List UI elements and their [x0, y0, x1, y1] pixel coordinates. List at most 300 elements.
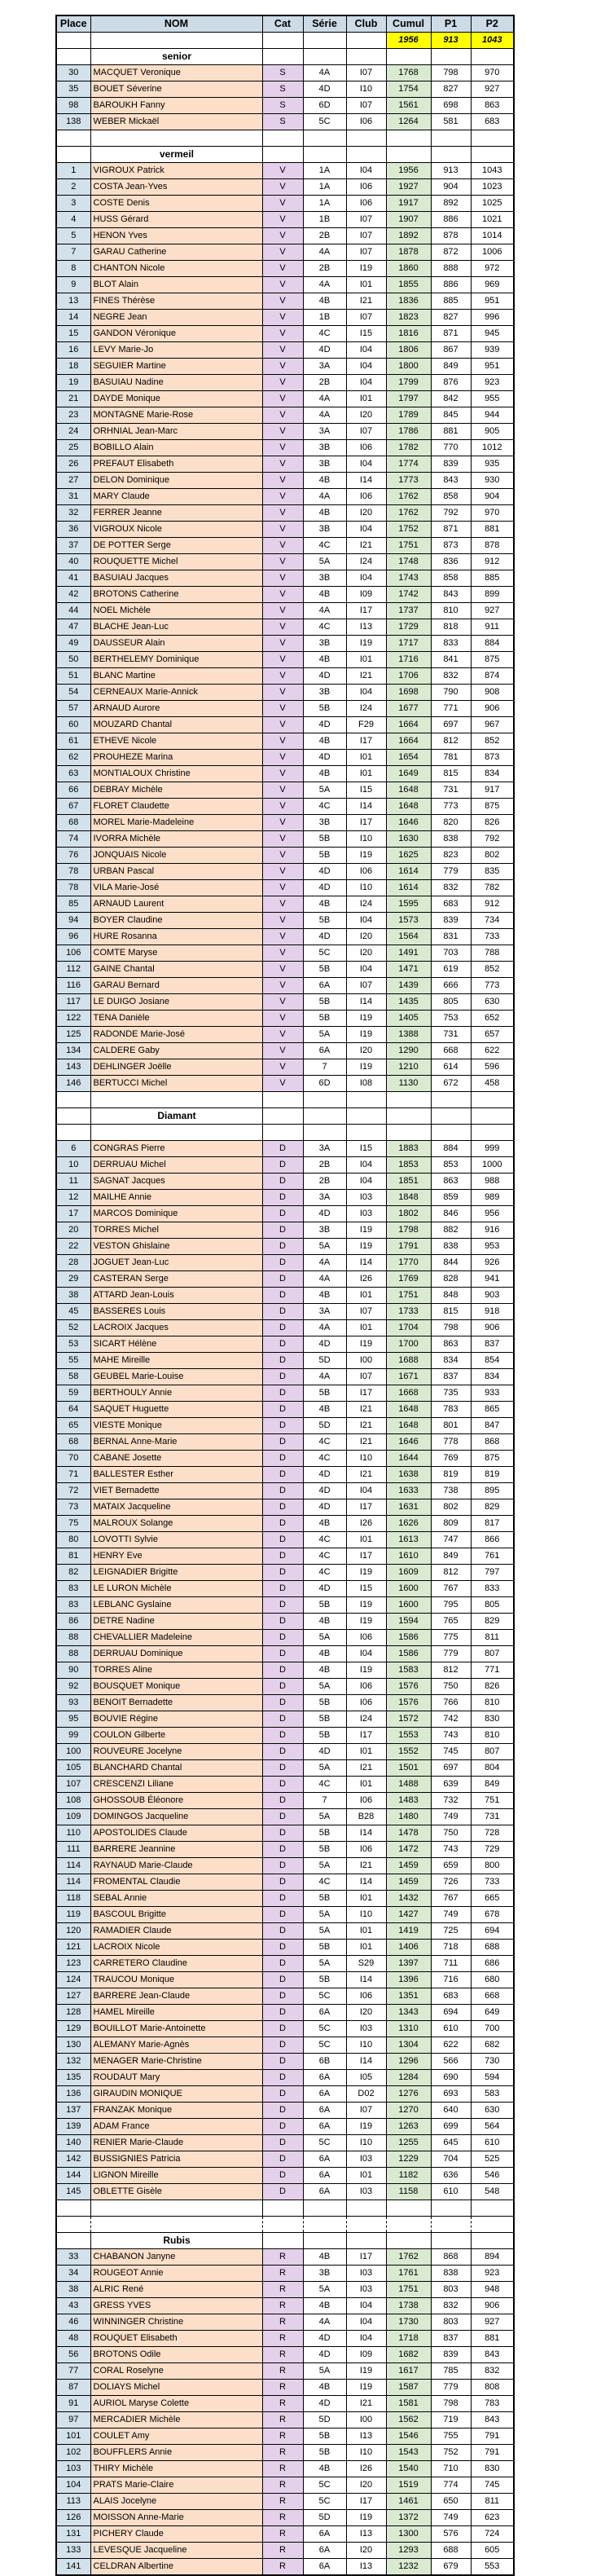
cell-cat: V [262, 163, 303, 179]
cell-cumul: 1276 [386, 2086, 431, 2103]
cell-place: 75 [56, 1516, 90, 1532]
table-row [56, 522, 514, 538]
cell-club: I20 [346, 1043, 386, 1059]
cell-serie: 2B [303, 228, 346, 244]
cell-nom: OBLETTE Gisèle [90, 2184, 262, 2200]
ranking-sheet [55, 15, 515, 2576]
cell-p1 [431, 1108, 471, 1125]
cell-club: I07 [346, 1369, 386, 1385]
cell-p2: 904 [471, 489, 514, 505]
cell-nom: RENIER Marie-Claude [90, 2135, 262, 2151]
table-row [56, 1141, 514, 1157]
cell-place: 22 [56, 1239, 90, 1255]
cell-club: I06 [346, 1842, 386, 1858]
table-row [56, 407, 514, 424]
cell-nom: DE POTTER Serge [90, 538, 262, 554]
cell-p1: 725 [431, 1923, 471, 1940]
cell-nom: GARAU Catherine [90, 244, 262, 261]
table-row [56, 880, 514, 896]
cell-club: I17 [346, 1728, 386, 1744]
cell-place: 88 [56, 1630, 90, 1646]
cell-p1: 711 [431, 1956, 471, 1972]
cell-nom: BERTHOULY Annie [90, 1385, 262, 1402]
cell-serie: 4A [303, 603, 346, 619]
cell-place: 73 [56, 1499, 90, 1516]
cell-club: I14 [346, 994, 386, 1011]
table-row [56, 1418, 514, 1434]
cell-p1: 666 [431, 978, 471, 994]
cell-place: 111 [56, 1842, 90, 1858]
cell-serie: 5C [303, 1988, 346, 2005]
cell-cat: D [262, 1239, 303, 1255]
cell-place [56, 2233, 90, 2249]
cell-nom: BAROUKH Fanny [90, 98, 262, 114]
cell-cumul: 1372 [386, 2510, 431, 2526]
cell-p2: 657 [471, 1027, 514, 1043]
cell-cat [262, 2217, 303, 2233]
cell-place: 61 [56, 733, 90, 750]
cell-cumul: 1802 [386, 1206, 431, 1222]
cell-cumul: 1626 [386, 1516, 431, 1532]
cell-serie: 7 [303, 1059, 346, 1076]
cell-club: I00 [346, 2412, 386, 2428]
table-row [56, 2314, 514, 2331]
cell-p2: 797 [471, 1565, 514, 1581]
cell-serie: 5D [303, 1418, 346, 1434]
cell-nom: DOLIAYS Michel [90, 2380, 262, 2396]
cell-cumul: 1648 [386, 782, 431, 799]
cell-cat: D [262, 1760, 303, 1777]
cell-club: I00 [346, 1353, 386, 1369]
cell-p1: 745 [431, 1744, 471, 1760]
cell-cat: R [262, 2543, 303, 2559]
cell-serie: 4A [303, 65, 346, 81]
cell-p2: 833 [471, 1581, 514, 1597]
cell-place: 29 [56, 1271, 90, 1288]
table-row [56, 1597, 514, 1614]
cell-p1: 697 [431, 717, 471, 733]
cell-club: I03 [346, 1190, 386, 1206]
cell-club: I21 [346, 538, 386, 554]
cell-cumul: 1836 [386, 293, 431, 310]
cell-p2: 945 [471, 326, 514, 342]
table-row [56, 2380, 514, 2396]
cell-serie: 5B [303, 1385, 346, 1402]
cell-club: I20 [346, 2543, 386, 2559]
cell-p2: 734 [471, 913, 514, 929]
cell-nom: LACROIX Nicole [90, 1940, 262, 1956]
cell-p1: 863 [431, 1336, 471, 1353]
cell-serie: 6A [303, 2526, 346, 2543]
cell-nom: DOMINGOS Jacqueline [90, 1809, 262, 1825]
cell-cat: V [262, 896, 303, 913]
cell-place: 85 [56, 896, 90, 913]
cell-p2: 623 [471, 2510, 514, 2526]
cell-cumul: 1907 [386, 212, 431, 228]
cell-nom: TRAUCOU Monique [90, 1972, 262, 1988]
cell-serie: 5B [303, 1011, 346, 1027]
cell-serie: 4B [303, 2461, 346, 2477]
cell-p1: 837 [431, 2331, 471, 2347]
cell-club: I06 [346, 1679, 386, 1695]
cell-serie: 4B [303, 1646, 346, 1662]
cell-cumul [386, 2233, 431, 2249]
cell-cat: R [262, 2428, 303, 2445]
table-row [56, 799, 514, 815]
cell-p2: 847 [471, 1418, 514, 1434]
cell-serie: 5C [303, 2037, 346, 2054]
cell-p2: 1023 [471, 179, 514, 196]
cell-p2: 622 [471, 1043, 514, 1059]
cell-p1: 839 [431, 456, 471, 473]
cell-p1: 863 [431, 1174, 471, 1190]
cell-serie: 5B [303, 1711, 346, 1728]
cell-p2: 837 [471, 1336, 514, 1353]
page-break-row [56, 2217, 514, 2233]
cell-cumul: 1263 [386, 2119, 431, 2135]
table-row [56, 1222, 514, 1239]
column-header-serie: Série [303, 15, 346, 33]
results-table [55, 15, 515, 2576]
cell-cumul [386, 2200, 431, 2217]
cell-cat: D [262, 1548, 303, 1565]
blank-row [56, 2200, 514, 2217]
cell-serie: 6A [303, 2168, 346, 2184]
cell-place [56, 130, 90, 147]
cell-cat: D [262, 1271, 303, 1288]
cell-p2 [471, 147, 514, 163]
cell-cumul [386, 49, 431, 65]
cell-club: I01 [346, 1744, 386, 1760]
cell-p1: 827 [431, 310, 471, 326]
cell-p1: 731 [431, 1027, 471, 1043]
cell-cumul: 1748 [386, 554, 431, 570]
table-row [56, 1434, 514, 1451]
cell-serie: 4B [303, 2249, 346, 2266]
table-row [56, 2363, 514, 2380]
cell-serie: 5B [303, 1695, 346, 1711]
cell-p1: 833 [431, 636, 471, 652]
cell-place: 68 [56, 1434, 90, 1451]
cell-p1: 747 [431, 1532, 471, 1548]
cell-p2: 792 [471, 831, 514, 848]
cell-cumul: 1459 [386, 1858, 431, 1874]
cell-p2: 903 [471, 1288, 514, 1304]
cell-serie: 4D [303, 1467, 346, 1483]
cell-cumul: 1646 [386, 815, 431, 831]
cell-p1: 795 [431, 1597, 471, 1614]
cell-nom: COULET Amy [90, 2428, 262, 2445]
cell-p1: 693 [431, 2086, 471, 2103]
cell-cat: R [262, 2314, 303, 2331]
cell-place: 104 [56, 2477, 90, 2494]
cell-serie: 5B [303, 1825, 346, 1842]
cell-nom: NOEL Michèle [90, 603, 262, 619]
cell-club: I01 [346, 1891, 386, 1907]
table-row [56, 179, 514, 196]
cell-p1: 839 [431, 2347, 471, 2363]
cell-place: 83 [56, 1597, 90, 1614]
cell-cumul: 1668 [386, 1385, 431, 1402]
cell-p1: 885 [431, 293, 471, 310]
top-value-cumul: 1956 [386, 33, 431, 49]
cell-p2: 895 [471, 1483, 514, 1499]
column-header-cumul: Cumul [386, 15, 431, 33]
cell-nom: CONGRAS Pierre [90, 1141, 262, 1157]
cell-p1: 832 [431, 880, 471, 896]
cell-place: 28 [56, 1255, 90, 1271]
cell-cat: R [262, 2559, 303, 2576]
cell-cat: V [262, 538, 303, 554]
cell-p1: 703 [431, 945, 471, 962]
cell-cat: D [262, 1581, 303, 1597]
cell-p1: 805 [431, 994, 471, 1011]
cell-nom: MOUZARD Chantal [90, 717, 262, 733]
cell-p2 [471, 1125, 514, 1141]
cell-p1 [431, 130, 471, 147]
cell-p2: 873 [471, 750, 514, 766]
cell-serie: 4D [303, 717, 346, 733]
cell-club: I21 [346, 1467, 386, 1483]
cell-cat: R [262, 2266, 303, 2282]
cell-cat: D [262, 1516, 303, 1532]
cell-cumul: 1698 [386, 685, 431, 701]
cell-cumul: 1594 [386, 1614, 431, 1630]
table-row [56, 1614, 514, 1630]
cell-club: I19 [346, 1011, 386, 1027]
cell-serie: 6A [303, 2103, 346, 2119]
cell-cumul: 1742 [386, 587, 431, 603]
cell-p1: 610 [431, 2184, 471, 2200]
cell-nom: MENAGER Marie-Christine [90, 2054, 262, 2070]
cell-serie: 4B [303, 896, 346, 913]
cell-club: I01 [346, 652, 386, 668]
section-label-row [56, 147, 514, 163]
cell-place: 66 [56, 782, 90, 799]
cell-p2: 761 [471, 1548, 514, 1565]
cell-p1 [431, 1092, 471, 1108]
cell-p1: 845 [431, 407, 471, 424]
cell-club: I20 [346, 505, 386, 522]
cell-club: I17 [346, 815, 386, 831]
cell-place: 55 [56, 1353, 90, 1369]
cell-place: 15 [56, 326, 90, 342]
cell-club: I21 [346, 1858, 386, 1874]
table-row [56, 2135, 514, 2151]
cell-cumul: 1546 [386, 2428, 431, 2445]
cell-p1: 645 [431, 2135, 471, 2151]
cell-p2: 1043 [471, 163, 514, 179]
cell-p2: 1000 [471, 1157, 514, 1174]
cell-club: I03 [346, 1206, 386, 1222]
cell-club [346, 130, 386, 147]
cell-serie: 5A [303, 1027, 346, 1043]
cell-p2: 878 [471, 538, 514, 554]
cell-cumul: 1789 [386, 407, 431, 424]
table-row [56, 342, 514, 359]
cell-nom: SICART Hélène [90, 1336, 262, 1353]
cell-club: I13 [346, 2526, 386, 2543]
cell-p2: 783 [471, 2396, 514, 2412]
cell-club: I04 [346, 1646, 386, 1662]
table-row [56, 489, 514, 505]
cell-club: I04 [346, 1174, 386, 1190]
table-row [56, 1499, 514, 1516]
cell-p2: 843 [471, 2347, 514, 2363]
cell-cat: V [262, 505, 303, 522]
cell-place: 64 [56, 1402, 90, 1418]
cell-p1: 766 [431, 1695, 471, 1711]
cell-place: 76 [56, 848, 90, 864]
cell-place: 119 [56, 1907, 90, 1923]
cell-serie: 4D [303, 1483, 346, 1499]
cell-cat: D [262, 1777, 303, 1793]
cell-place: 23 [56, 407, 90, 424]
table-row [56, 1288, 514, 1304]
cell-cat: V [262, 212, 303, 228]
cell-cumul: 1648 [386, 1418, 431, 1434]
cell-nom: WINNINGER Christine [90, 2314, 262, 2331]
cell-p2: 875 [471, 799, 514, 815]
cell-cumul: 1461 [386, 2494, 431, 2510]
table-row [56, 1858, 514, 1874]
cell-club: I24 [346, 896, 386, 913]
cell-cat: V [262, 831, 303, 848]
cell-nom: HENRY Eve [90, 1548, 262, 1565]
table-row [56, 603, 514, 619]
cell-club: I07 [346, 1304, 386, 1320]
cell-club: I08 [346, 1076, 386, 1092]
cell-nom: DERRUAU Dominique [90, 1646, 262, 1662]
cell-p2: 834 [471, 1369, 514, 1385]
cell-cumul: 1704 [386, 1320, 431, 1336]
cell-place: 57 [56, 701, 90, 717]
cell-club: I10 [346, 2037, 386, 2054]
cell-serie [303, 33, 346, 49]
cell-nom: MAILHE Annie [90, 1190, 262, 1206]
cell-club: I24 [346, 701, 386, 717]
cell-p1: 668 [431, 1043, 471, 1059]
table-row [56, 1174, 514, 1190]
cell-cat: D [262, 1418, 303, 1434]
cell-p2: 972 [471, 261, 514, 277]
cell-cat [262, 2233, 303, 2249]
cell-place: 142 [56, 2151, 90, 2168]
cell-serie: 5D [303, 1353, 346, 1369]
cell-serie: 4C [303, 799, 346, 815]
cell-cumul: 1229 [386, 2151, 431, 2168]
cell-serie: 5A [303, 1923, 346, 1940]
cell-nom: BERTUCCI Michel [90, 1076, 262, 1092]
cell-cumul: 1614 [386, 880, 431, 896]
cell-nom: BROTONS Odile [90, 2347, 262, 2363]
cell-nom [90, 2217, 262, 2233]
cell-serie: 5A [303, 1760, 346, 1777]
cell-nom: CHEVALLIER Madeleine [90, 1630, 262, 1646]
cell-p1: 803 [431, 2314, 471, 2331]
table-row [56, 1271, 514, 1288]
cell-cat: D [262, 1711, 303, 1728]
cell-nom: ROUGEOT Annie [90, 2266, 262, 2282]
cell-cumul: 1730 [386, 2314, 431, 2331]
cell-cumul: 1519 [386, 2477, 431, 2494]
section-label-row [56, 2233, 514, 2249]
cell-cat: V [262, 554, 303, 570]
cell-cumul: 1388 [386, 1027, 431, 1043]
cell-club: B28 [346, 1809, 386, 1825]
cell-cat: D [262, 2037, 303, 2054]
cell-place: 18 [56, 359, 90, 375]
cell-p1: 779 [431, 1646, 471, 1662]
table-row [56, 782, 514, 799]
cell-cat: V [262, 587, 303, 603]
cell-serie: 4B [303, 1402, 346, 1418]
cell-place: 138 [56, 114, 90, 130]
cell-nom [90, 2200, 262, 2217]
cell-club: I03 [346, 2184, 386, 2200]
cell-cumul: 1733 [386, 1304, 431, 1320]
cell-club: I14 [346, 1874, 386, 1891]
cell-nom: ARNAUD Laurent [90, 896, 262, 913]
table-row [56, 733, 514, 750]
cell-club: I24 [346, 554, 386, 570]
table-row [56, 1565, 514, 1581]
cell-cat: V [262, 652, 303, 668]
cell-p1: 843 [431, 587, 471, 603]
cell-nom: LE DUIGO Josiane [90, 994, 262, 1011]
table-row [56, 1874, 514, 1891]
cell-cat: R [262, 2363, 303, 2380]
cell-serie: 5B [303, 1940, 346, 1956]
cell-p2: 951 [471, 359, 514, 375]
cell-serie: 4D [303, 1744, 346, 1760]
cell-cat: V [262, 342, 303, 359]
cell-p1: 872 [431, 244, 471, 261]
cell-cumul: 1646 [386, 1434, 431, 1451]
cell-cumul: 1488 [386, 1777, 431, 1793]
cell-cumul: 1232 [386, 2559, 431, 2576]
cell-cumul: 1800 [386, 359, 431, 375]
cell-p1: 834 [431, 1353, 471, 1369]
table-row [56, 2445, 514, 2461]
cell-p2: 996 [471, 310, 514, 326]
cell-p1: 843 [431, 473, 471, 489]
cell-serie: 4A [303, 1320, 346, 1336]
cell-cat: D [262, 1141, 303, 1157]
cell-p1: 753 [431, 1011, 471, 1027]
cell-p2: 771 [471, 1662, 514, 1679]
cell-place: 3 [56, 196, 90, 212]
cell-place: 146 [56, 1076, 90, 1092]
cell-cat: D [262, 1662, 303, 1679]
cell-cumul: 1472 [386, 1842, 431, 1858]
cell-p1: 726 [431, 1874, 471, 1891]
table-row [56, 2266, 514, 2282]
cell-cumul: 1630 [386, 831, 431, 848]
cell-place: 83 [56, 1581, 90, 1597]
table-row [56, 359, 514, 375]
table-row [56, 2119, 514, 2135]
cell-cat [262, 1108, 303, 1125]
cell-place: 62 [56, 750, 90, 766]
cell-cat: V [262, 293, 303, 310]
cell-cumul: 1816 [386, 326, 431, 342]
cell-cumul [386, 147, 431, 163]
cell-serie: 4B [303, 587, 346, 603]
cell-place: 134 [56, 1043, 90, 1059]
cell-serie [303, 1092, 346, 1108]
cell-club: I01 [346, 1320, 386, 1336]
